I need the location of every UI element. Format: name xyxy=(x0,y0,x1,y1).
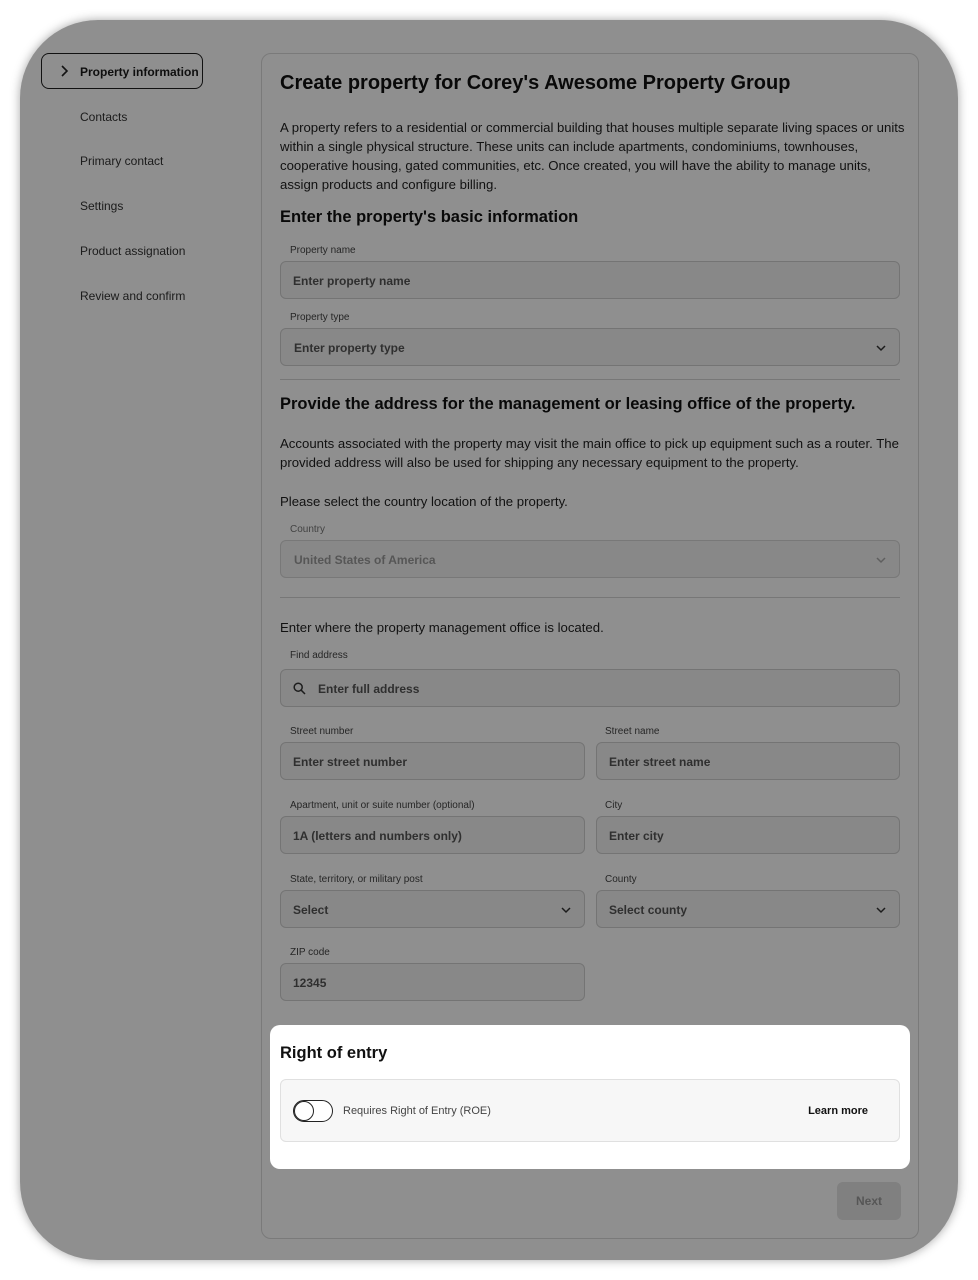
property-type-select[interactable] xyxy=(280,328,900,366)
street-name-placeholder: Enter street name xyxy=(609,755,711,769)
find-address-placeholder: Enter full address xyxy=(318,682,420,696)
sidebar-item-review-and-confirm[interactable]: Review and confirm xyxy=(80,289,186,303)
zip-label: ZIP code xyxy=(290,947,330,958)
country-label: Country xyxy=(290,524,326,535)
street-number-label: Street number xyxy=(290,726,354,737)
divider xyxy=(280,379,900,380)
address-paragraph: Accounts associated with the property may visit the main office to pick up equipment such as a router. The provided address will also be used for shipping any necessary equipment to the property. xyxy=(280,436,899,470)
country-select[interactable] xyxy=(280,540,900,578)
zip-input[interactable] xyxy=(280,963,585,1001)
toggle-knob xyxy=(294,1101,314,1121)
chevron-down-icon xyxy=(875,554,887,566)
apartment-label: Apartment, unit or suite number (optional) xyxy=(290,800,475,811)
right-of-entry-heading: Right of entry xyxy=(280,1044,388,1062)
next-button[interactable]: Next xyxy=(837,1182,901,1220)
country-prompt: Please select the country location of the property. xyxy=(280,494,568,509)
county-select[interactable] xyxy=(596,890,900,928)
country-value: United States of America xyxy=(294,553,436,567)
roe-toggle-label: Requires Right of Entry (ROE) xyxy=(343,1105,491,1117)
apartment-placeholder: 1A (letters and numbers only) xyxy=(293,829,462,843)
property-name-label: Property name xyxy=(290,245,356,256)
address-heading: Provide the address for the management or leasing office of the property. xyxy=(280,395,856,413)
property-type-placeholder: Enter property type xyxy=(294,341,405,355)
roe-toggle-row xyxy=(280,1079,900,1142)
street-name-input[interactable] xyxy=(596,742,900,780)
find-address-label: Find address xyxy=(290,650,348,661)
apartment-input[interactable] xyxy=(280,816,585,854)
property-type-label: Property type xyxy=(290,312,350,323)
sidebar-item-settings[interactable]: Settings xyxy=(80,199,124,213)
sidebar-item-property-information[interactable] xyxy=(41,53,203,89)
street-name-label: Street name xyxy=(605,726,660,737)
city-label: City xyxy=(605,800,623,811)
learn-more-link[interactable]: Learn more xyxy=(808,1105,868,1117)
city-placeholder: Enter city xyxy=(609,829,664,843)
sidebar-item-contacts[interactable]: Contacts xyxy=(80,110,128,124)
find-address-input[interactable] xyxy=(280,669,900,707)
intro-text: A property refers to a residential or commercial building that houses multiple separate living spaces or units within a single physical structure. These units can include apartments, condominiums, townhouses, cooperative housing, gated communities, etc. Once created, you will have the ability to manage units, assign products and configure billing. xyxy=(280,120,905,192)
screen xyxy=(20,20,958,1260)
basic-info-heading: Enter the property's basic information xyxy=(280,208,579,226)
chevron-down-icon xyxy=(560,904,572,916)
divider xyxy=(280,597,900,598)
zip-placeholder: 12345 xyxy=(293,976,327,990)
state-label: State, territory, or military post xyxy=(290,874,423,885)
right-of-entry-panel xyxy=(270,1025,910,1169)
county-placeholder: Select county xyxy=(609,903,688,917)
street-number-input[interactable] xyxy=(280,742,585,780)
page-title: Create property for Corey's Awesome Property Group xyxy=(280,72,791,94)
tablet-frame xyxy=(20,20,958,1260)
chevron-down-icon xyxy=(875,342,887,354)
sidebar-item-product-assignation[interactable]: Product assignation xyxy=(80,244,186,258)
property-name-placeholder: Enter property name xyxy=(293,274,411,288)
city-input[interactable] xyxy=(596,816,900,854)
state-select[interactable] xyxy=(280,890,585,928)
roe-toggle[interactable] xyxy=(293,1100,333,1122)
sidebar-item-label: Property information xyxy=(80,65,199,79)
chevron-down-icon xyxy=(875,904,887,916)
chevron-right-icon xyxy=(56,63,72,79)
office-prompt: Enter where the property management office is located. xyxy=(280,620,604,635)
sidebar-item-primary-contact[interactable]: Primary contact xyxy=(80,154,164,168)
search-icon xyxy=(293,682,306,695)
property-name-input[interactable] xyxy=(280,261,900,299)
street-number-placeholder: Enter street number xyxy=(293,755,408,769)
county-label: County xyxy=(605,874,637,885)
state-placeholder: Select xyxy=(293,903,329,917)
